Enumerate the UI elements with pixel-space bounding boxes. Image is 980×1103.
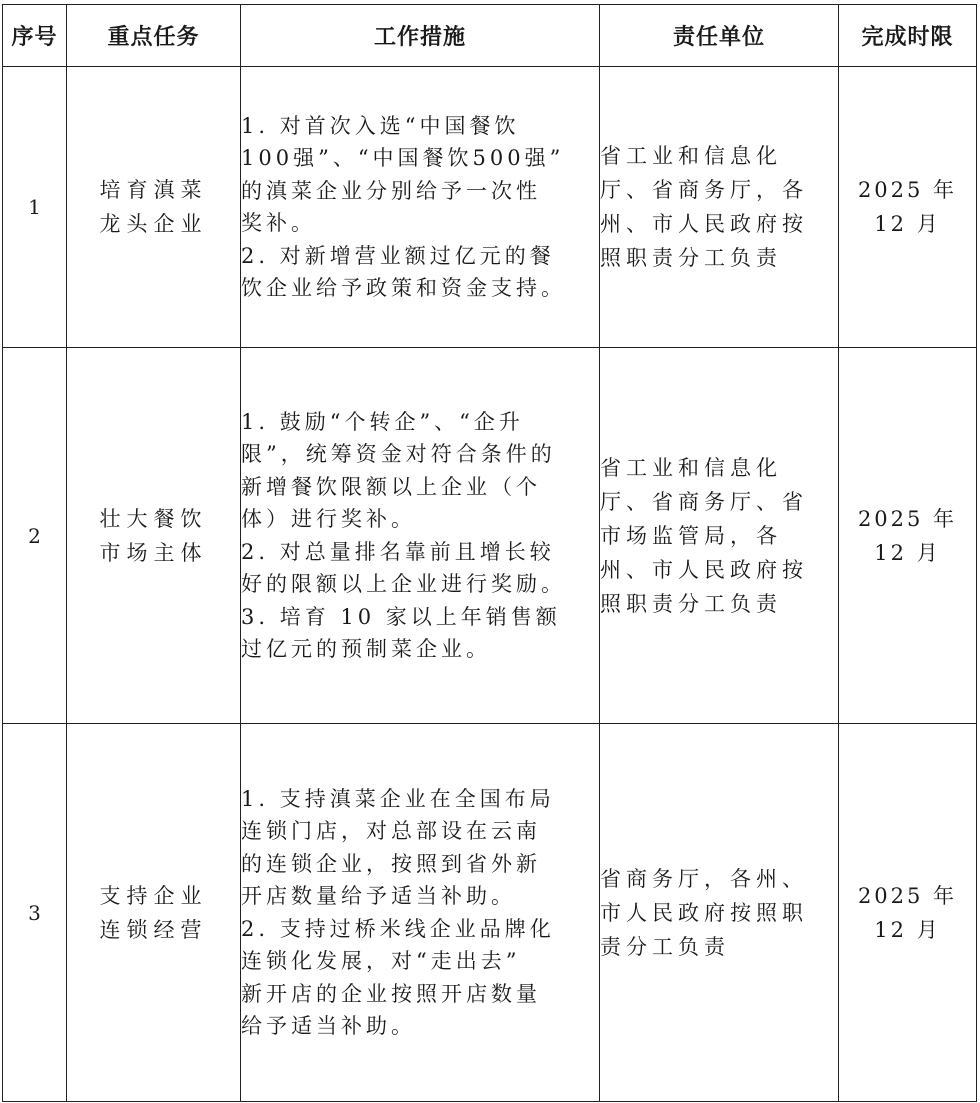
row-unit <box>600 724 839 1102</box>
table-row <box>3 724 977 1102</box>
row-unit <box>600 348 839 724</box>
task-table <box>2 4 977 1102</box>
unit-line: 州、市人民政府按 <box>600 212 808 236</box>
measure-line: 好的限额以上企业进行奖励。 <box>241 572 566 596</box>
unit-line: 市场监管局，各 <box>600 523 782 548</box>
header-unit: 责任单位 <box>600 5 839 67</box>
unit-line: 责分工负责 <box>600 934 730 959</box>
measure-line: 的滇菜企业分别给予一次性 <box>241 178 541 203</box>
task-line: 连锁经营 <box>99 917 208 942</box>
measure-line: 连锁门店，对总部设在云南 <box>241 819 541 843</box>
measure-line: 限”，统筹资金对符合条件的 <box>241 442 556 466</box>
header-task: 重点任务 <box>67 5 241 67</box>
task-line: 壮大餐饮 <box>99 506 208 531</box>
measure-line: 2. 支持过桥米线企业品牌化 <box>241 916 555 941</box>
row-deadline <box>839 348 977 724</box>
row-task <box>67 348 241 724</box>
row-unit <box>600 67 839 348</box>
row-index: 1 <box>3 67 67 348</box>
measure-line: 过亿元的预制菜企业。 <box>241 637 491 661</box>
measure-line: 3. 培育 10 家以上年销售额 <box>241 604 561 629</box>
unit-line: 省商务厅，各州、 <box>600 866 808 891</box>
unit-line: 省工业和信息化 <box>600 455 782 480</box>
row-measures <box>241 724 600 1102</box>
measure-line: 2. 对总量排名靠前且增长较 <box>241 539 555 564</box>
header-row <box>3 5 977 67</box>
row-deadline <box>839 724 977 1102</box>
row-measures <box>241 67 600 348</box>
row-index: 3 <box>3 724 67 1102</box>
unit-line: 照职责分工负责 <box>600 591 782 616</box>
row-task <box>67 724 241 1102</box>
task-line: 培育滇菜 <box>99 178 208 202</box>
task-line: 龙头企业 <box>99 212 208 236</box>
measure-line: 2. 对新增营业额过亿元的餐 <box>241 243 555 268</box>
unit-line: 州、市人民政府按 <box>600 557 808 582</box>
task-line: 支持企业 <box>99 883 208 908</box>
deadline-line: 2025 年 <box>857 178 958 202</box>
measure-line: 100强”、“中国餐饮500强” <box>241 146 565 170</box>
unit-line: 照职责分工负责 <box>600 246 782 270</box>
header-index: 序号 <box>3 5 67 67</box>
unit-line: 省工业和信息化 <box>600 144 782 168</box>
row-index: 2 <box>3 348 67 724</box>
measure-line: 1. 鼓励“个转企”、“企升 <box>241 409 524 434</box>
table-row <box>3 67 977 348</box>
row-task <box>67 67 241 348</box>
measure-line: 连锁化发展，对“走出去” <box>241 949 521 973</box>
row-deadline <box>839 67 977 348</box>
deadline-line: 12 月 <box>874 917 941 942</box>
table-row <box>3 348 977 724</box>
measure-line: 给予适当补助。 <box>241 1014 416 1038</box>
deadline-line: 12 月 <box>874 540 941 565</box>
header-measures: 工作措施 <box>241 5 600 67</box>
unit-line: 厅、省商务厅，各 <box>600 178 808 202</box>
measure-line: 新增餐饮限额以上企业（个 <box>241 474 541 499</box>
measure-line: 1. 支持滇菜企业在全国布局 <box>241 786 555 811</box>
header-deadline: 完成时限 <box>839 5 977 67</box>
row-measures <box>241 348 600 724</box>
deadline-line: 2025 年 <box>857 883 958 908</box>
measure-line: 开店数量给予适当补助。 <box>241 884 516 908</box>
deadline-line: 12 月 <box>874 212 941 236</box>
deadline-line: 2025 年 <box>857 506 958 531</box>
measure-line: 的连锁企业，按照到省外新 <box>241 851 541 876</box>
task-line: 市场主体 <box>99 540 208 565</box>
measure-line: 体）进行奖补。 <box>241 507 416 531</box>
measure-line: 奖补。 <box>241 211 316 235</box>
measure-line: 饮企业给予政策和资金支持。 <box>241 276 566 300</box>
measure-line: 新开店的企业按照开店数量 <box>241 981 541 1006</box>
measure-line: 1. 对首次入选“中国餐饮 <box>241 113 520 138</box>
unit-line: 市人民政府按照职 <box>600 900 808 925</box>
unit-line: 厅、省商务厅、省 <box>600 489 808 514</box>
